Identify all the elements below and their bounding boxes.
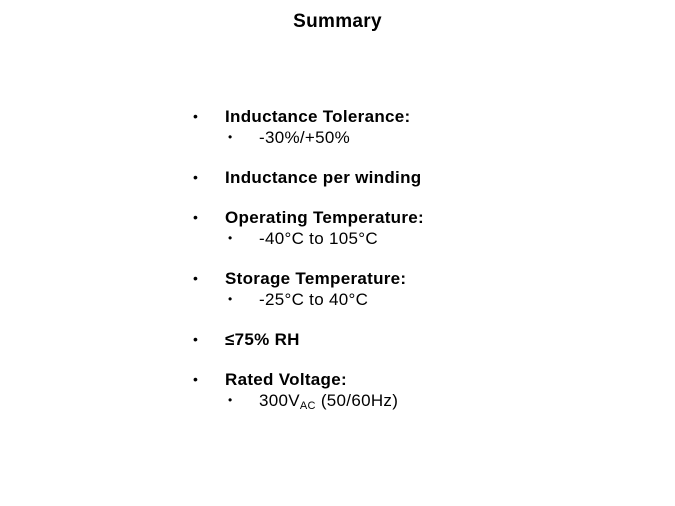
bullet-icon: • bbox=[193, 209, 199, 225]
list-item-storage-temperature bbox=[193, 268, 653, 310]
list-item-inductance-tolerance bbox=[193, 106, 653, 148]
bullet-icon: • bbox=[193, 169, 199, 185]
item-label: Rated Voltage: bbox=[225, 370, 347, 389]
sub-bullet-icon: • bbox=[228, 130, 233, 144]
item-label: ≤75% RH bbox=[225, 330, 300, 349]
bullet-icon: • bbox=[193, 270, 199, 286]
sub-bullet-icon: • bbox=[228, 231, 233, 245]
sub-bullet-icon: • bbox=[228, 393, 233, 407]
list-item-operating-temperature bbox=[193, 207, 653, 249]
item-label: Operating Temperature: bbox=[225, 208, 424, 227]
item-label: Inductance Tolerance: bbox=[225, 107, 411, 126]
list-item-relative-humidity bbox=[193, 329, 653, 350]
voltage-value: 300V bbox=[259, 391, 300, 410]
slide-title: Summary bbox=[293, 11, 382, 32]
list-item-rated-voltage bbox=[193, 369, 653, 411]
bullet-icon: • bbox=[193, 371, 199, 387]
voltage-frequency: (50/60Hz) bbox=[315, 391, 399, 410]
list-item-inductance-per-winding bbox=[193, 167, 653, 188]
voltage-subscript: AC bbox=[299, 400, 316, 412]
sub-item-value: -40°C to 105°C bbox=[259, 229, 378, 248]
sub-item-value: -30%/+50% bbox=[259, 128, 351, 147]
sub-item-value bbox=[259, 391, 398, 410]
summary-list bbox=[193, 106, 653, 430]
bullet-icon: • bbox=[193, 331, 199, 347]
item-label: Inductance per winding bbox=[225, 168, 422, 187]
sub-item-value: -25°C to 40°C bbox=[259, 290, 369, 309]
sub-bullet-icon: • bbox=[228, 292, 233, 306]
bullet-icon: • bbox=[193, 108, 199, 124]
item-label: Storage Temperature: bbox=[225, 269, 407, 288]
